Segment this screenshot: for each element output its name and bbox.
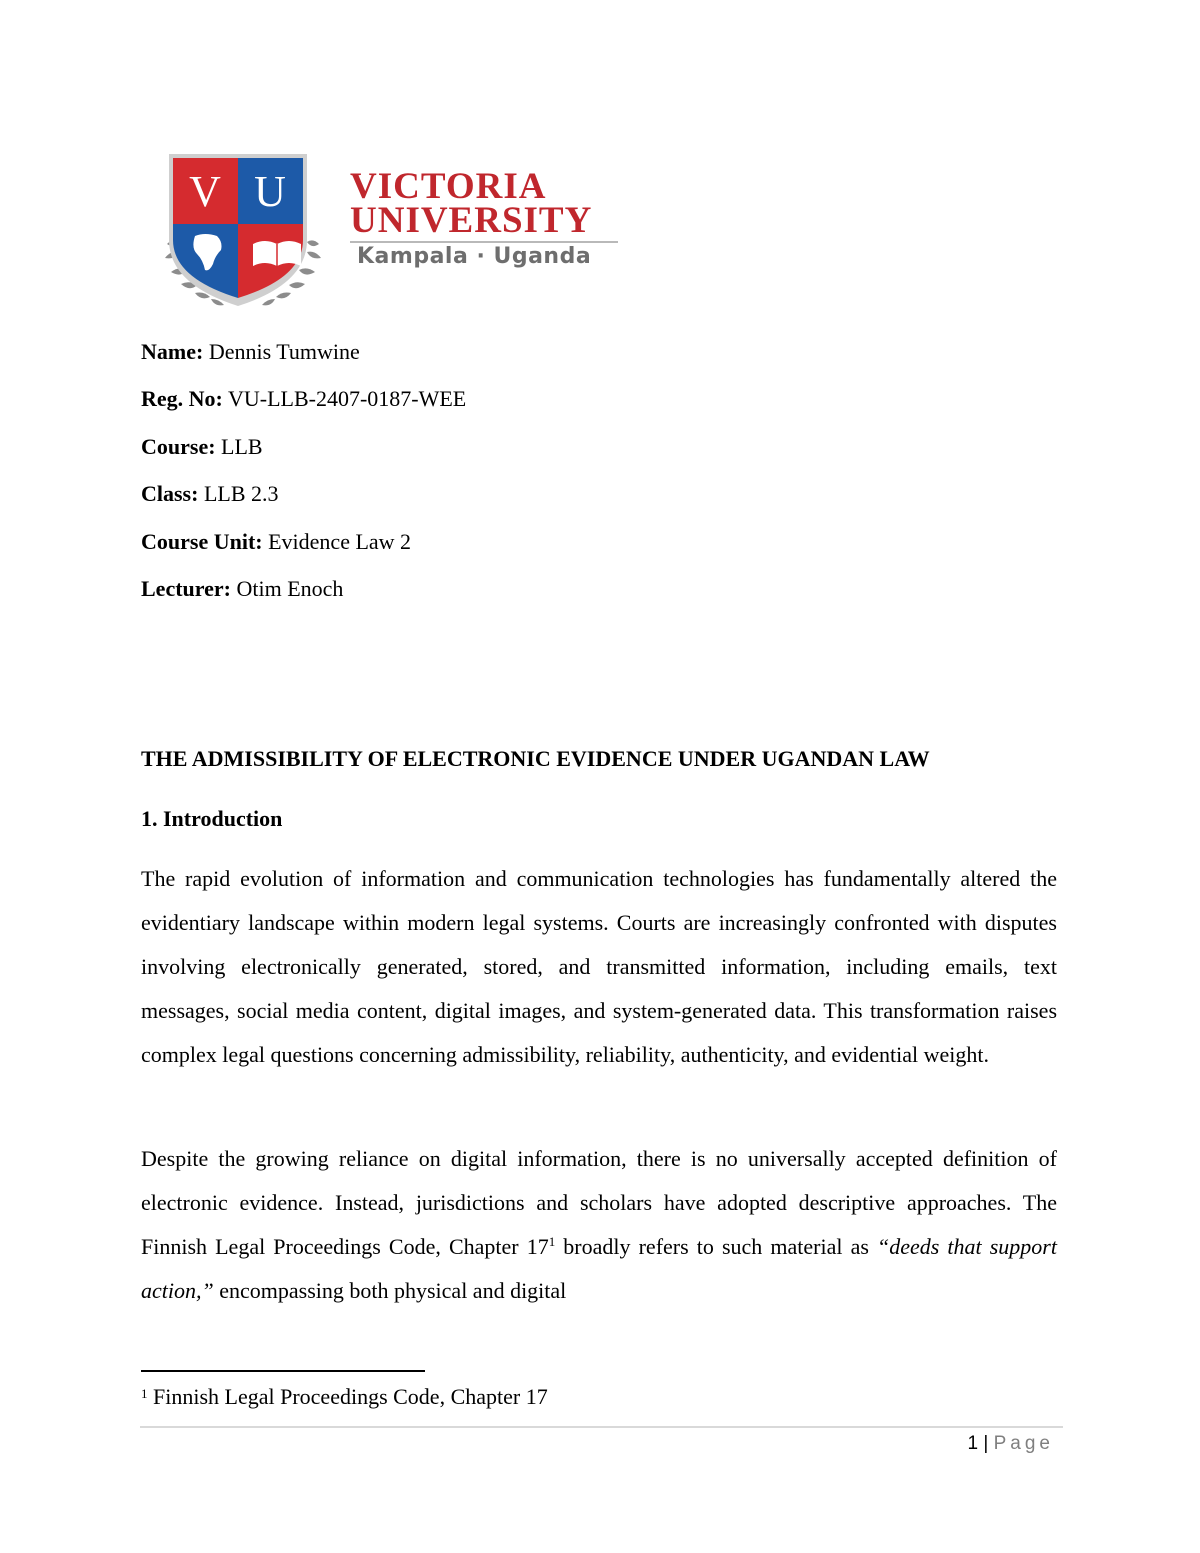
info-reg-no [141,387,466,434]
info-label: Lecturer: [141,575,231,601]
university-name-line2: UNIVERSITY [350,200,593,241]
student-info [141,340,466,624]
page-label: Page [993,1433,1054,1454]
paragraph-text: Despite the growing reliance on digital information, there is no universally accepted definition of electronic evidence. Instead, jurisdictions and scholars have adopted descriptive approaches. The Finnish Legal Proceedings Code, Chapter 17 [141,1146,1057,1259]
info-label: Course: [141,433,216,459]
info-label: Course Unit: [141,528,263,554]
quoted-phrase: “deeds that support action,” [141,1234,1057,1303]
shield-letter-v: V [189,167,221,216]
footer-rule [140,1426,1063,1428]
footnote-text: Finnish Legal Proceedings Code, Chapter 17 [147,1384,548,1409]
paragraph: The rapid evolution of information and communication technologies has fundamentally altered the evidentiary landscape within modern legal systems. Courts are increasingly confronted with disputes involving electronically generated, stored, and transmitted information, including emails, text messages, social media content, digital images, and system-generated data. This transformation raises complex legal questions concerning admissibility, reliability, authenticity, and evidential weight. [141,866,1057,1067]
page-separator: | [978,1433,994,1454]
page-number: 1 [967,1433,979,1454]
footnote-reference[interactable]: 1 [548,1234,556,1249]
info-label: Reg. No: [141,386,223,412]
info-lecturer [141,577,466,624]
info-value: LLB 2.3 [198,481,279,507]
book-icon [253,241,301,266]
shield-letter-u: U [254,167,286,216]
paragraph [141,1137,1057,1313]
info-value: Otim Enoch [231,575,344,601]
document-title: THE ADMISSIBILITY OF ELECTRONIC EVIDENCE UNDER UGANDAN LAW [141,746,930,771]
info-course [141,435,466,482]
info-name [141,340,466,387]
info-course-unit [141,530,466,577]
page-footer [968,1433,1054,1455]
info-label: Name: [141,339,204,364]
university-location: Kampala · Uganda [357,244,592,269]
footnote-mark: 1 [141,1386,148,1401]
info-value: VU-LLB-2407-0187-WEE [222,386,467,412]
info-label: Class: [141,481,199,507]
university-name [350,166,593,241]
info-value: LLB [215,433,263,459]
footnote [141,1384,548,1410]
paragraph-text: broadly refers to such material as [555,1234,877,1259]
info-value: Dennis Tumwine [203,339,360,364]
paragraph-text: encompassing both physical and digital [213,1278,567,1303]
logo-divider [350,241,618,243]
footnote-separator [141,1370,425,1372]
section-heading: 1. Introduction [141,806,283,831]
info-class [141,482,466,529]
info-value: Evidence Law 2 [262,528,412,554]
university-name-line1: VICTORIA [350,166,547,207]
